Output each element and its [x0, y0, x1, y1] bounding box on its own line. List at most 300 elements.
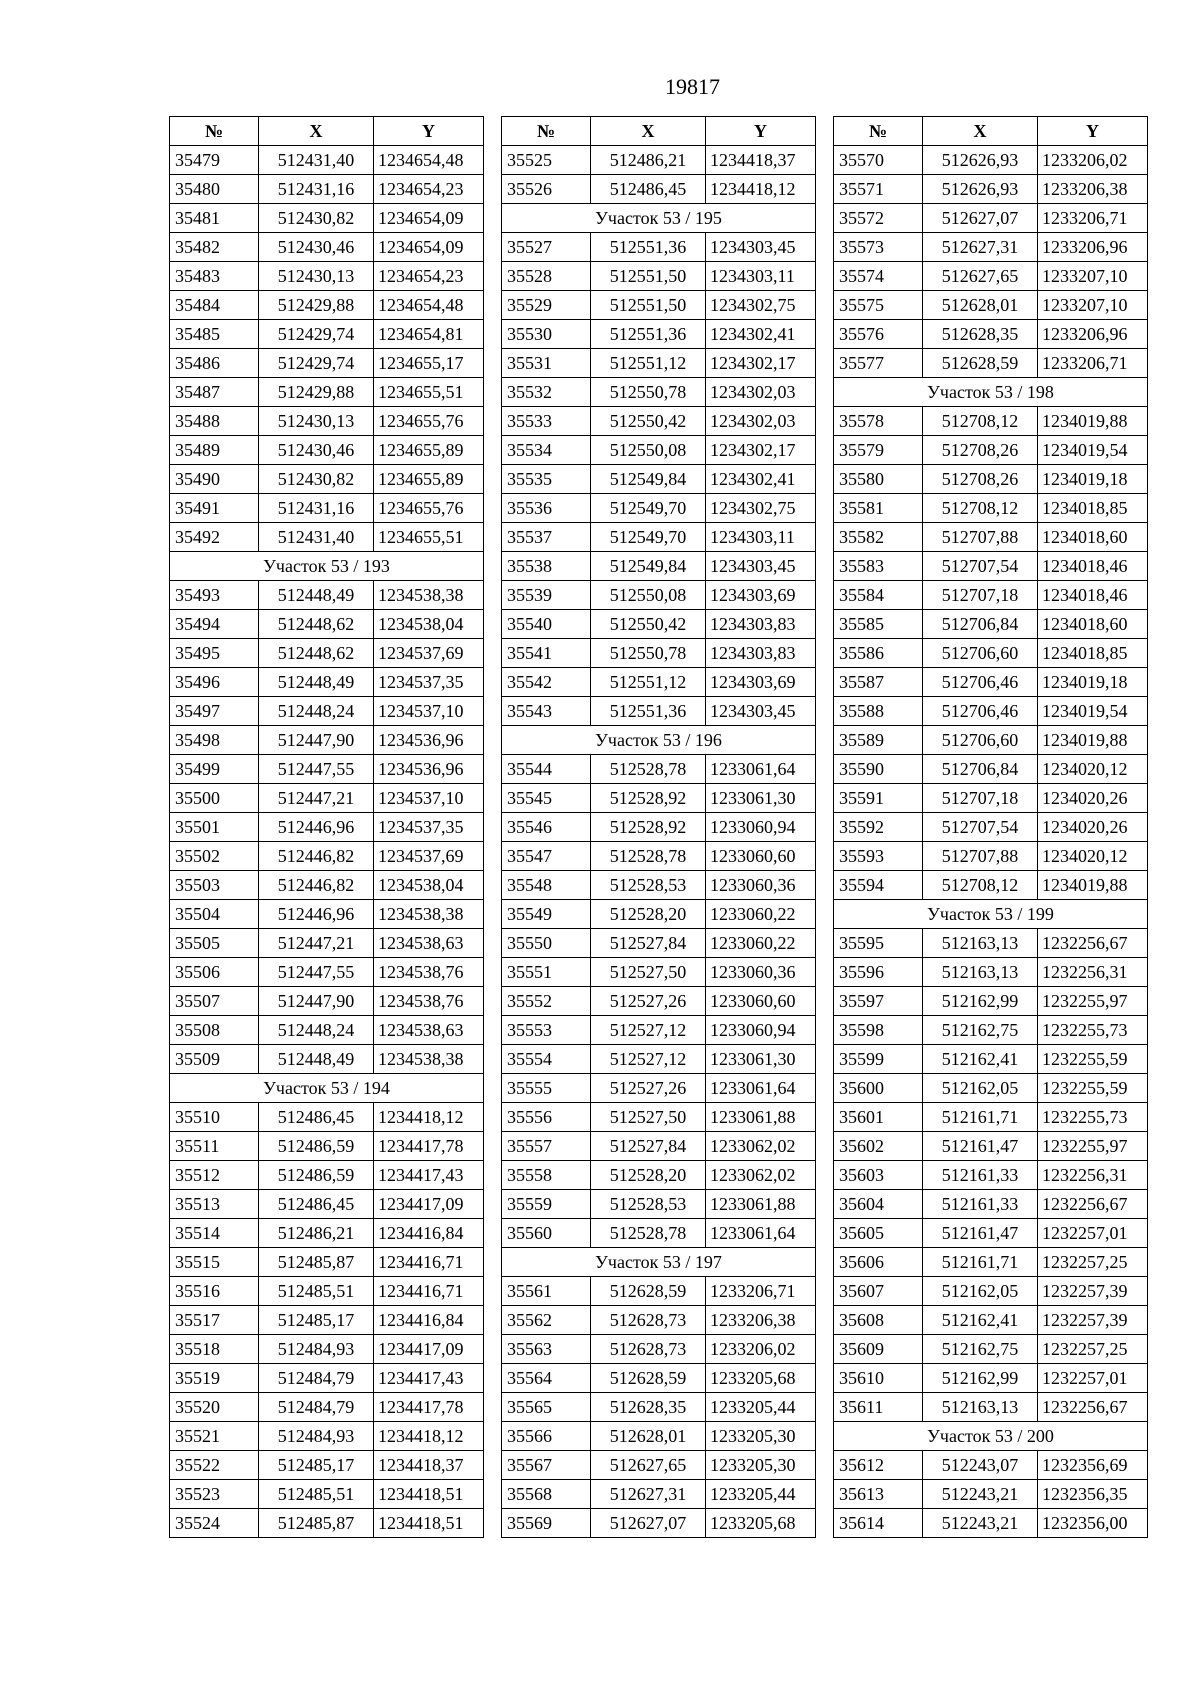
point-number: 35529	[502, 291, 591, 320]
y-coordinate: 1234418,51	[374, 1480, 484, 1509]
table-row	[170, 987, 484, 1016]
point-number: 35513	[170, 1190, 259, 1219]
table-row	[502, 494, 816, 523]
table-row	[170, 349, 484, 378]
x-coordinate: 512486,59	[259, 1132, 374, 1161]
y-coordinate: 1234018,60	[1038, 523, 1148, 552]
table-row	[834, 871, 1148, 900]
section-title: Участок 53 / 200	[834, 1422, 1148, 1451]
x-coordinate: 512485,51	[259, 1277, 374, 1306]
x-coordinate: 512431,16	[259, 175, 374, 204]
y-coordinate: 1234655,17	[374, 349, 484, 378]
y-coordinate: 1233060,94	[706, 813, 816, 842]
section-header-row	[834, 378, 1148, 407]
point-number: 35507	[170, 987, 259, 1016]
point-number: 35604	[834, 1190, 923, 1219]
x-coordinate: 512708,12	[923, 407, 1038, 436]
y-coordinate: 1234538,38	[374, 581, 484, 610]
table-row	[502, 436, 816, 465]
point-number: 35607	[834, 1277, 923, 1306]
y-coordinate: 1234019,18	[1038, 668, 1148, 697]
y-coordinate: 1234303,83	[706, 610, 816, 639]
point-number: 35583	[834, 552, 923, 581]
section-header-row	[502, 204, 816, 233]
x-coordinate: 512162,99	[923, 987, 1038, 1016]
y-coordinate: 1233062,02	[706, 1161, 816, 1190]
y-coordinate: 1234303,11	[706, 523, 816, 552]
table-row	[834, 1277, 1148, 1306]
table-row	[170, 1248, 484, 1277]
y-coordinate: 1233205,30	[706, 1422, 816, 1451]
header-y: Y	[1038, 117, 1148, 146]
y-coordinate: 1233206,96	[1038, 320, 1148, 349]
point-number: 35521	[170, 1422, 259, 1451]
y-coordinate: 1234019,88	[1038, 726, 1148, 755]
x-coordinate: 512484,79	[259, 1393, 374, 1422]
table-row	[502, 1393, 816, 1422]
point-number: 35600	[834, 1074, 923, 1103]
x-coordinate: 512161,71	[923, 1103, 1038, 1132]
x-coordinate: 512243,21	[923, 1509, 1038, 1538]
y-coordinate: 1234019,54	[1038, 436, 1148, 465]
table-row	[834, 1509, 1148, 1538]
point-number: 35538	[502, 552, 591, 581]
table-row	[834, 146, 1148, 175]
table-row	[170, 1045, 484, 1074]
table-row	[502, 1074, 816, 1103]
table-row	[834, 1451, 1148, 1480]
table-row	[502, 1277, 816, 1306]
x-coordinate: 512430,82	[259, 465, 374, 494]
x-coordinate: 512431,40	[259, 523, 374, 552]
x-coordinate: 512429,88	[259, 378, 374, 407]
point-number: 35481	[170, 204, 259, 233]
y-coordinate: 1233061,88	[706, 1190, 816, 1219]
table-row	[502, 1190, 816, 1219]
y-coordinate: 1233207,10	[1038, 291, 1148, 320]
point-number: 35480	[170, 175, 259, 204]
x-coordinate: 512551,12	[591, 668, 706, 697]
point-number: 35479	[170, 146, 259, 175]
y-coordinate: 1232255,97	[1038, 1132, 1148, 1161]
y-coordinate: 1234416,84	[374, 1306, 484, 1335]
x-coordinate: 512162,99	[923, 1364, 1038, 1393]
x-coordinate: 512448,24	[259, 697, 374, 726]
point-number: 35592	[834, 813, 923, 842]
y-coordinate: 1232256,31	[1038, 1161, 1148, 1190]
point-number: 35519	[170, 1364, 259, 1393]
y-coordinate: 1232356,69	[1038, 1451, 1148, 1480]
point-number: 35572	[834, 204, 923, 233]
point-number: 35581	[834, 494, 923, 523]
coordinates-table-middle	[501, 116, 816, 1538]
table-row	[834, 175, 1148, 204]
table-row	[502, 1045, 816, 1074]
table-row	[834, 1161, 1148, 1190]
x-coordinate: 512628,73	[591, 1306, 706, 1335]
section-header-row	[834, 1422, 1148, 1451]
table-row	[502, 349, 816, 378]
point-number: 35558	[502, 1161, 591, 1190]
y-coordinate: 1234417,43	[374, 1161, 484, 1190]
table-row	[170, 1451, 484, 1480]
x-coordinate: 512551,50	[591, 291, 706, 320]
x-coordinate: 512527,26	[591, 987, 706, 1016]
table-row	[502, 291, 816, 320]
y-coordinate: 1234302,03	[706, 407, 816, 436]
y-coordinate: 1234018,46	[1038, 552, 1148, 581]
x-coordinate: 512628,35	[591, 1393, 706, 1422]
x-coordinate: 512706,84	[923, 610, 1038, 639]
point-number: 35602	[834, 1132, 923, 1161]
table-row	[170, 668, 484, 697]
y-coordinate: 1234655,89	[374, 465, 484, 494]
x-coordinate: 512527,12	[591, 1016, 706, 1045]
point-number: 35591	[834, 784, 923, 813]
table-row	[834, 494, 1148, 523]
y-coordinate: 1233061,64	[706, 1074, 816, 1103]
x-coordinate: 512446,82	[259, 842, 374, 871]
point-number: 35537	[502, 523, 591, 552]
x-coordinate: 512550,78	[591, 378, 706, 407]
y-coordinate: 1232257,25	[1038, 1248, 1148, 1277]
point-number: 35503	[170, 871, 259, 900]
point-number: 35491	[170, 494, 259, 523]
x-coordinate: 512528,92	[591, 784, 706, 813]
x-coordinate: 512627,07	[591, 1509, 706, 1538]
x-coordinate: 512430,13	[259, 262, 374, 291]
table-row	[502, 1161, 816, 1190]
table-row	[170, 958, 484, 987]
y-coordinate: 1234536,96	[374, 726, 484, 755]
y-coordinate: 1234537,35	[374, 813, 484, 842]
y-coordinate: 1234019,88	[1038, 407, 1148, 436]
point-number: 35555	[502, 1074, 591, 1103]
table-row	[502, 697, 816, 726]
y-coordinate: 1234018,85	[1038, 639, 1148, 668]
point-number: 35502	[170, 842, 259, 871]
table-row	[170, 291, 484, 320]
y-coordinate: 1233060,36	[706, 958, 816, 987]
table-row	[170, 1422, 484, 1451]
table-row	[502, 813, 816, 842]
header-number: №	[834, 117, 923, 146]
y-coordinate: 1233205,68	[706, 1509, 816, 1538]
x-coordinate: 512708,12	[923, 494, 1038, 523]
x-coordinate: 512161,33	[923, 1161, 1038, 1190]
point-number: 35536	[502, 494, 591, 523]
y-coordinate: 1234302,17	[706, 349, 816, 378]
x-coordinate: 512527,26	[591, 1074, 706, 1103]
table-row	[170, 407, 484, 436]
table-row	[502, 987, 816, 1016]
y-coordinate: 1234416,84	[374, 1219, 484, 1248]
y-coordinate: 1233206,02	[1038, 146, 1148, 175]
table-row	[502, 1335, 816, 1364]
x-coordinate: 512627,31	[923, 233, 1038, 262]
x-coordinate: 512448,49	[259, 581, 374, 610]
y-coordinate: 1234537,69	[374, 842, 484, 871]
y-coordinate: 1232255,59	[1038, 1074, 1148, 1103]
table-row	[502, 1016, 816, 1045]
y-coordinate: 1234655,76	[374, 494, 484, 523]
table-row	[170, 262, 484, 291]
point-number: 35563	[502, 1335, 591, 1364]
point-number: 35483	[170, 262, 259, 291]
y-coordinate: 1233060,60	[706, 842, 816, 871]
y-coordinate: 1234417,43	[374, 1364, 484, 1393]
table-row	[834, 262, 1148, 291]
point-number: 35574	[834, 262, 923, 291]
point-number: 35511	[170, 1132, 259, 1161]
table-header-row	[170, 117, 484, 146]
x-coordinate: 512551,50	[591, 262, 706, 291]
point-number: 35580	[834, 465, 923, 494]
x-coordinate: 512549,84	[591, 465, 706, 494]
section-title: Участок 53 / 197	[502, 1248, 816, 1277]
y-coordinate: 1234537,69	[374, 639, 484, 668]
point-number: 35505	[170, 929, 259, 958]
y-coordinate: 1233061,64	[706, 1219, 816, 1248]
x-coordinate: 512163,13	[923, 958, 1038, 987]
x-coordinate: 512528,92	[591, 813, 706, 842]
point-number: 35553	[502, 1016, 591, 1045]
x-coordinate: 512628,73	[591, 1335, 706, 1364]
x-coordinate: 512627,65	[923, 262, 1038, 291]
point-number: 35608	[834, 1306, 923, 1335]
table-row	[170, 204, 484, 233]
x-coordinate: 512528,20	[591, 900, 706, 929]
y-coordinate: 1234302,03	[706, 378, 816, 407]
table-row	[170, 610, 484, 639]
y-coordinate: 1234417,78	[374, 1393, 484, 1422]
point-number: 35543	[502, 697, 591, 726]
table-row	[834, 349, 1148, 378]
x-coordinate: 512486,21	[259, 1219, 374, 1248]
table-row	[834, 784, 1148, 813]
x-coordinate: 512626,93	[923, 146, 1038, 175]
point-number: 35549	[502, 900, 591, 929]
x-coordinate: 512448,62	[259, 610, 374, 639]
x-coordinate: 512162,05	[923, 1277, 1038, 1306]
y-coordinate: 1233206,71	[706, 1277, 816, 1306]
table-row	[170, 523, 484, 552]
page-number: 19817	[665, 74, 720, 99]
table-row	[170, 784, 484, 813]
coordinates-table-right	[833, 116, 1148, 1538]
header-y: Y	[706, 117, 816, 146]
table-row	[834, 842, 1148, 871]
y-coordinate: 1234536,96	[374, 755, 484, 784]
x-coordinate: 512550,78	[591, 639, 706, 668]
point-number: 35612	[834, 1451, 923, 1480]
table-row	[170, 1306, 484, 1335]
point-number: 35605	[834, 1219, 923, 1248]
y-coordinate: 1234654,09	[374, 233, 484, 262]
table-row	[834, 320, 1148, 349]
x-coordinate: 512485,17	[259, 1306, 374, 1335]
table-row	[502, 1219, 816, 1248]
section-title: Участок 53 / 196	[502, 726, 816, 755]
table-row	[170, 1103, 484, 1132]
point-number: 35611	[834, 1393, 923, 1422]
x-coordinate: 512447,21	[259, 784, 374, 813]
point-number: 35530	[502, 320, 591, 349]
point-number: 35535	[502, 465, 591, 494]
y-coordinate: 1233061,30	[706, 784, 816, 813]
y-coordinate: 1233061,64	[706, 755, 816, 784]
section-header-row	[502, 726, 816, 755]
y-coordinate: 1234020,12	[1038, 842, 1148, 871]
y-coordinate: 1234303,45	[706, 233, 816, 262]
y-coordinate: 1233062,02	[706, 1132, 816, 1161]
table-row	[502, 784, 816, 813]
point-number: 35559	[502, 1190, 591, 1219]
point-number: 35528	[502, 262, 591, 291]
x-coordinate: 512527,84	[591, 929, 706, 958]
y-coordinate: 1234302,75	[706, 494, 816, 523]
x-coordinate: 512430,46	[259, 436, 374, 465]
table-row	[834, 523, 1148, 552]
point-number: 35603	[834, 1161, 923, 1190]
table-row	[502, 1364, 816, 1393]
table-row	[834, 987, 1148, 1016]
y-coordinate: 1233206,38	[1038, 175, 1148, 204]
point-number: 35609	[834, 1335, 923, 1364]
x-coordinate: 512431,40	[259, 146, 374, 175]
table-header-row	[502, 117, 816, 146]
x-coordinate: 512447,55	[259, 958, 374, 987]
point-number: 35494	[170, 610, 259, 639]
y-coordinate: 1234655,89	[374, 436, 484, 465]
header-number: №	[502, 117, 591, 146]
x-coordinate: 512485,51	[259, 1480, 374, 1509]
table-row	[170, 494, 484, 523]
y-coordinate: 1234537,10	[374, 697, 484, 726]
point-number: 35533	[502, 407, 591, 436]
table-row	[170, 1161, 484, 1190]
point-number: 35497	[170, 697, 259, 726]
x-coordinate: 512243,07	[923, 1451, 1038, 1480]
point-number: 35484	[170, 291, 259, 320]
table-row	[170, 1277, 484, 1306]
table-row	[502, 1422, 816, 1451]
point-number: 35606	[834, 1248, 923, 1277]
point-number: 35539	[502, 581, 591, 610]
x-coordinate: 512486,21	[591, 146, 706, 175]
table-row	[502, 958, 816, 987]
table-row	[170, 1132, 484, 1161]
point-number: 35520	[170, 1393, 259, 1422]
y-coordinate: 1234303,45	[706, 552, 816, 581]
y-coordinate: 1234417,09	[374, 1335, 484, 1364]
y-coordinate: 1232257,25	[1038, 1335, 1148, 1364]
x-coordinate: 512485,87	[259, 1248, 374, 1277]
x-coordinate: 512628,59	[591, 1277, 706, 1306]
table-row	[170, 436, 484, 465]
x-coordinate: 512706,84	[923, 755, 1038, 784]
table-row	[502, 262, 816, 291]
table-row	[502, 465, 816, 494]
table-row	[834, 465, 1148, 494]
section-title: Участок 53 / 195	[502, 204, 816, 233]
x-coordinate: 512528,53	[591, 871, 706, 900]
table-row	[170, 1190, 484, 1219]
table-row	[502, 552, 816, 581]
x-coordinate: 512550,08	[591, 581, 706, 610]
x-coordinate: 512431,16	[259, 494, 374, 523]
y-coordinate: 1234303,69	[706, 668, 816, 697]
y-coordinate: 1233060,94	[706, 1016, 816, 1045]
point-number: 35596	[834, 958, 923, 987]
point-number: 35576	[834, 320, 923, 349]
x-coordinate: 512447,21	[259, 929, 374, 958]
y-coordinate: 1234654,23	[374, 175, 484, 204]
x-coordinate: 512161,47	[923, 1132, 1038, 1161]
table-row	[834, 1074, 1148, 1103]
point-number: 35486	[170, 349, 259, 378]
table-row	[502, 1480, 816, 1509]
point-number: 35544	[502, 755, 591, 784]
table-row	[170, 1364, 484, 1393]
x-coordinate: 512628,59	[923, 349, 1038, 378]
table-row	[170, 146, 484, 175]
y-coordinate: 1234020,26	[1038, 813, 1148, 842]
point-number: 35568	[502, 1480, 591, 1509]
point-number: 35584	[834, 581, 923, 610]
y-coordinate: 1233060,22	[706, 900, 816, 929]
x-coordinate: 512429,74	[259, 349, 374, 378]
point-number: 35488	[170, 407, 259, 436]
y-coordinate: 1233206,71	[1038, 349, 1148, 378]
y-coordinate: 1232257,01	[1038, 1219, 1148, 1248]
y-coordinate: 1233061,30	[706, 1045, 816, 1074]
x-coordinate: 512527,84	[591, 1132, 706, 1161]
point-number: 35598	[834, 1016, 923, 1045]
point-number: 35515	[170, 1248, 259, 1277]
point-number: 35531	[502, 349, 591, 378]
table-row	[170, 320, 484, 349]
table-row	[834, 929, 1148, 958]
point-number: 35588	[834, 697, 923, 726]
table-row	[170, 900, 484, 929]
section-title: Участок 53 / 198	[834, 378, 1148, 407]
x-coordinate: 512486,45	[259, 1103, 374, 1132]
point-number: 35613	[834, 1480, 923, 1509]
table-row	[502, 1451, 816, 1480]
y-coordinate: 1234654,09	[374, 204, 484, 233]
table-row	[502, 407, 816, 436]
y-coordinate: 1232255,97	[1038, 987, 1148, 1016]
x-coordinate: 512484,93	[259, 1422, 374, 1451]
x-coordinate: 512528,78	[591, 842, 706, 871]
point-number: 35562	[502, 1306, 591, 1335]
y-coordinate: 1234537,35	[374, 668, 484, 697]
point-number: 35514	[170, 1219, 259, 1248]
table-row	[502, 639, 816, 668]
table-row	[502, 378, 816, 407]
point-number: 35492	[170, 523, 259, 552]
point-number: 35516	[170, 1277, 259, 1306]
y-coordinate: 1234654,48	[374, 146, 484, 175]
y-coordinate: 1234019,88	[1038, 871, 1148, 900]
y-coordinate: 1234655,76	[374, 407, 484, 436]
y-coordinate: 1232257,39	[1038, 1306, 1148, 1335]
table-row	[170, 378, 484, 407]
table-row	[502, 1132, 816, 1161]
table-row	[834, 726, 1148, 755]
y-coordinate: 1232255,73	[1038, 1016, 1148, 1045]
